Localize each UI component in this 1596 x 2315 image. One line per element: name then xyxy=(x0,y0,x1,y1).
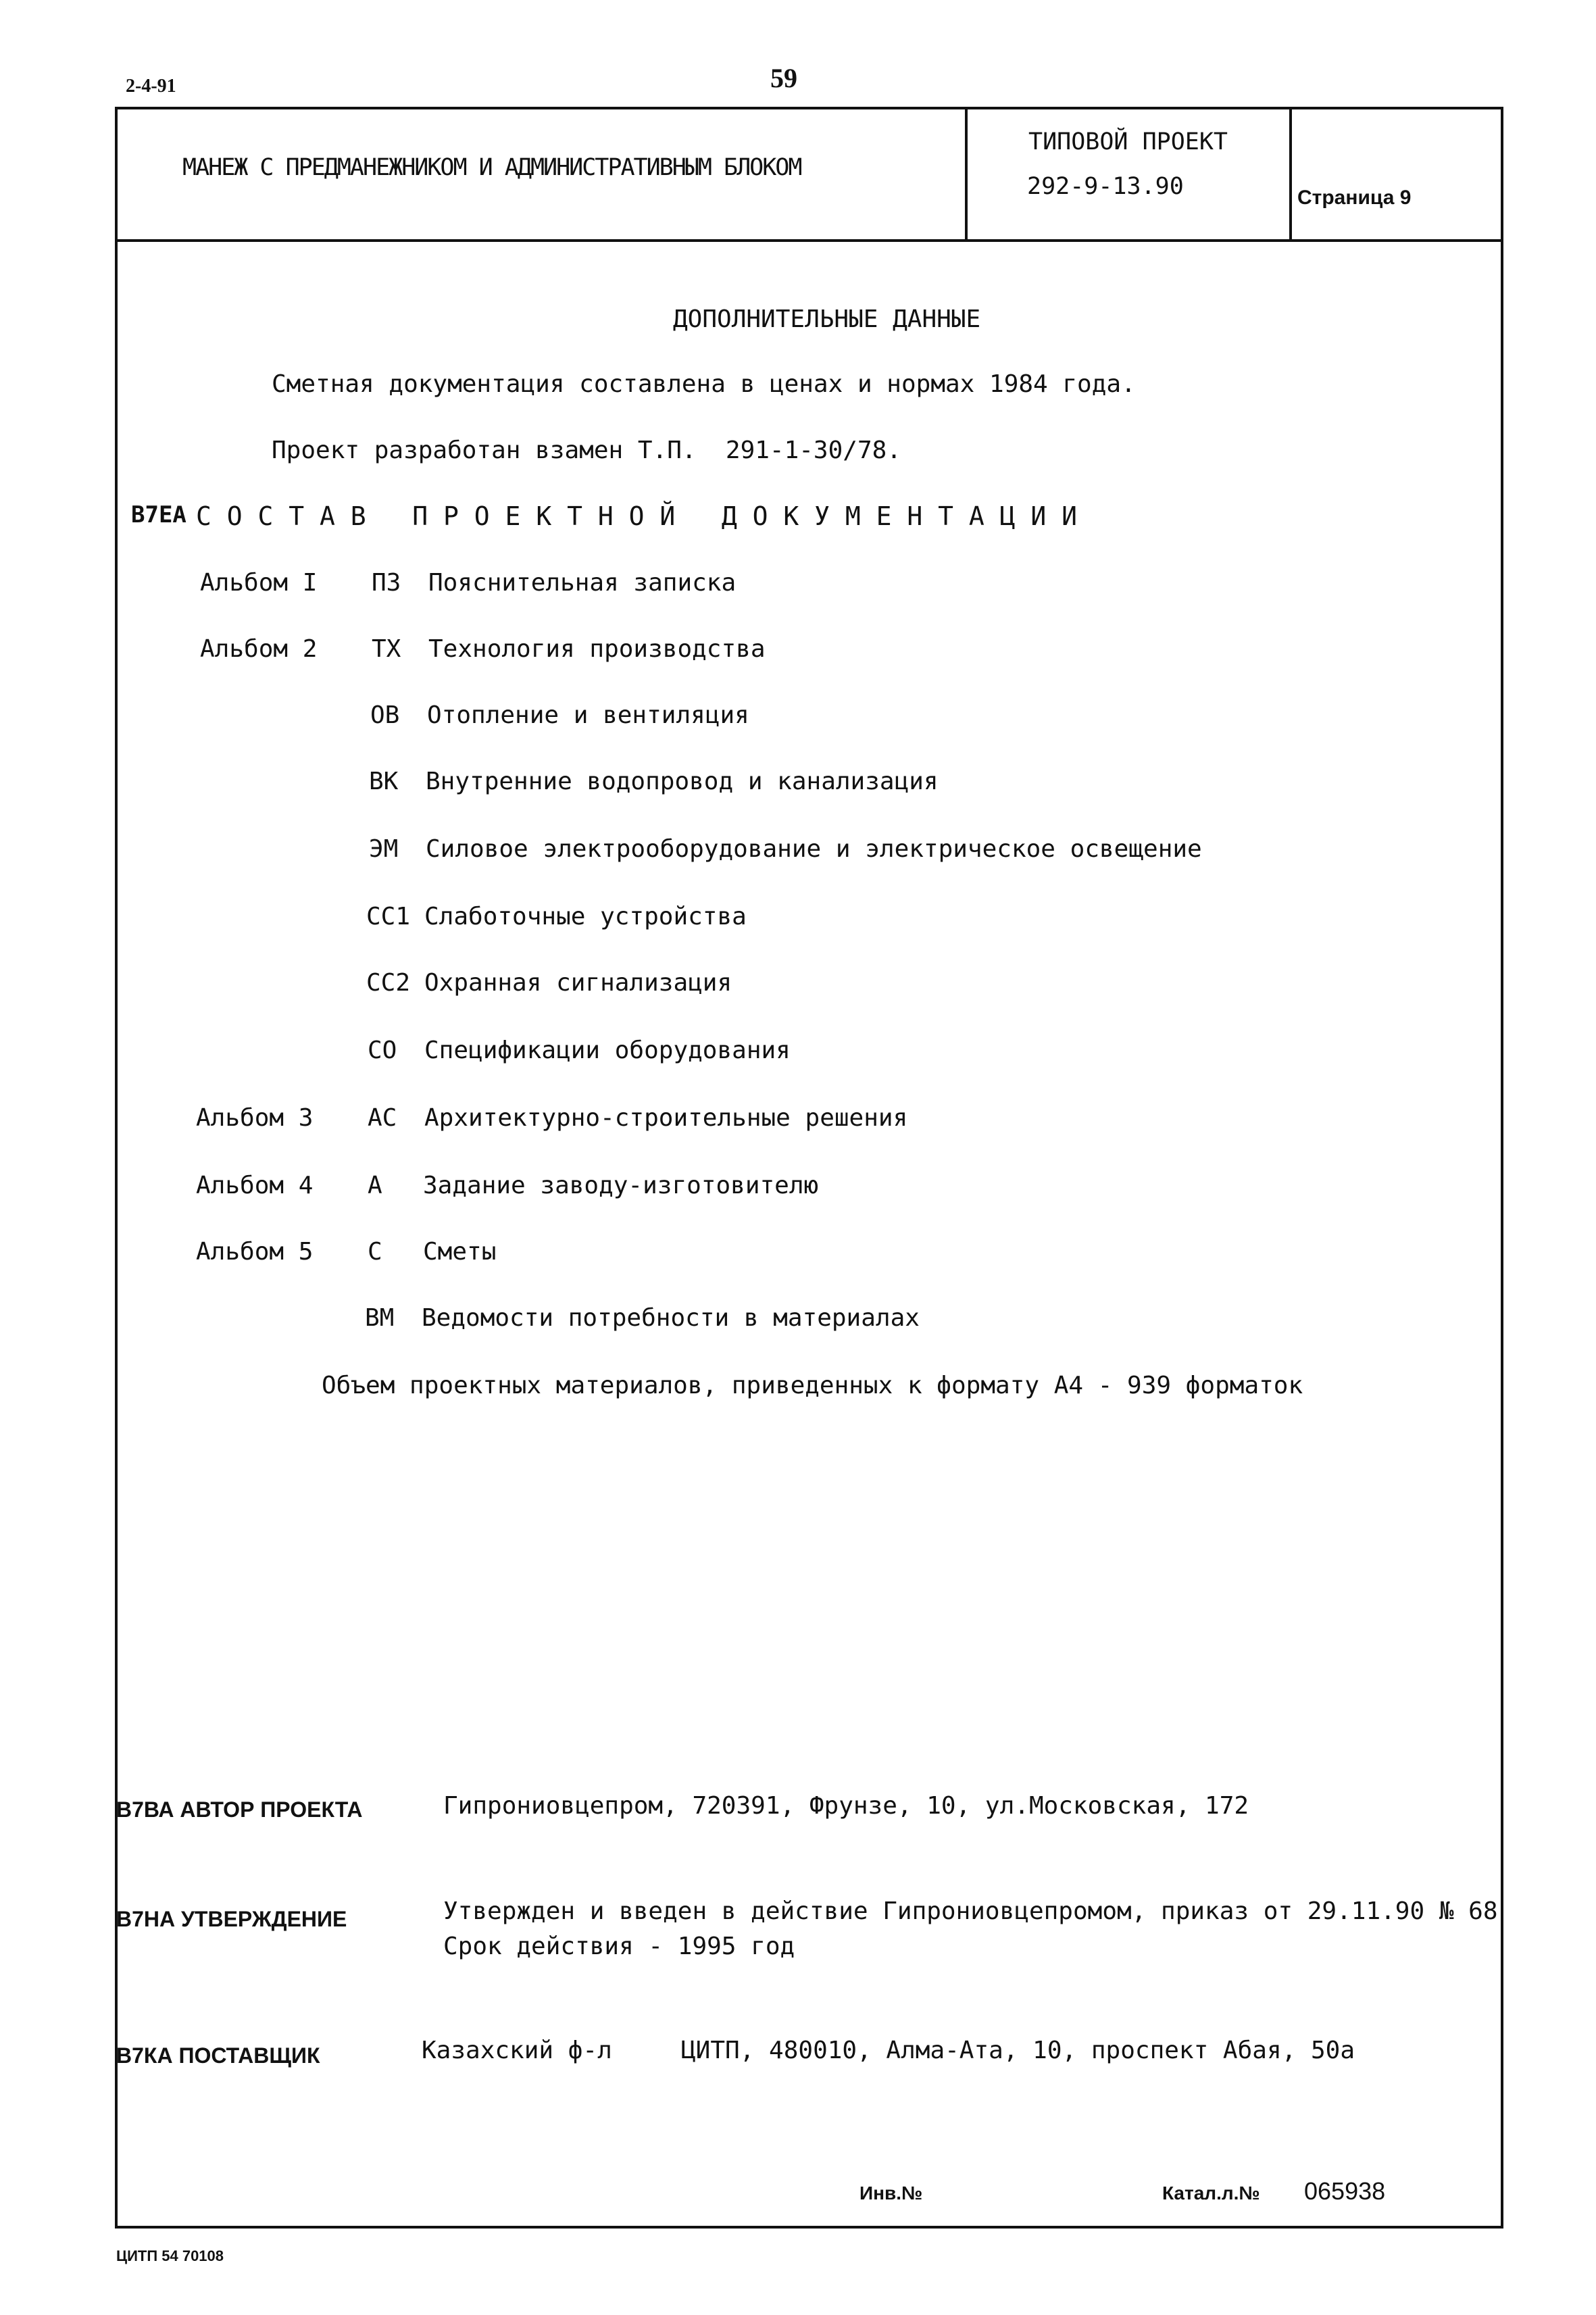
section-code: С xyxy=(368,1238,382,1266)
section-code: ЭМ xyxy=(369,835,399,863)
page-number: 59 xyxy=(770,63,797,93)
section-code: ОВ xyxy=(370,701,400,729)
section-code: ТХ xyxy=(372,635,401,663)
section-description: Ведомости потребности в материалах xyxy=(422,1304,920,1332)
page-label: Страница 9 xyxy=(1297,186,1412,209)
section-description: Охранная сигнализация xyxy=(424,969,732,997)
project-type-label: ТИПОВОЙ ПРОЕКТ xyxy=(1028,128,1228,155)
catalog-number: 065938 xyxy=(1304,2177,1386,2205)
section-code: А xyxy=(368,1172,382,1199)
supplier-branch: Казахский ф-л xyxy=(422,2037,612,2064)
section-description: Внутренние водопровод и канализация xyxy=(426,768,939,795)
author-label: В7ВА АВТОР ПРОЕКТА xyxy=(116,1797,363,1822)
print-mark: ЦИТП 54 70108 xyxy=(116,2247,224,2264)
section-title: ДОПОЛНИТЕЛЬНЫЕ ДАННЫЕ xyxy=(673,305,981,333)
section-description: Задание заводу-изготовителю xyxy=(423,1172,819,1199)
album-label: Альбом 3 xyxy=(196,1104,314,1132)
author-value: Гипрониовцепром, 720391, Фрунзе, 10, ул.Московская, 172 xyxy=(443,1792,1249,1820)
section-description: Сметы xyxy=(423,1238,497,1266)
composition-code: В7ЕА xyxy=(131,501,186,528)
section-description: Спецификации оборудования xyxy=(424,1037,791,1064)
project-number: 292-9-13.90 xyxy=(1027,173,1184,200)
section-code: СО xyxy=(368,1037,397,1064)
section-description: Технология производства xyxy=(428,635,766,663)
album-label: Альбом 5 xyxy=(196,1238,314,1266)
supplier-address: ЦИТП, 480010, Алма-Ата, 10, проспект Абая, 50а xyxy=(681,2037,1355,2064)
section-code: СС1 xyxy=(366,903,411,930)
document-code: 2-4-91 xyxy=(126,76,176,97)
inventory-label: Инв.№ xyxy=(859,2183,923,2204)
title-block-divider xyxy=(1289,107,1292,242)
section-description: Архитектурно-строительные решения xyxy=(424,1104,908,1132)
approval-label: В7НА УТВЕРЖДЕНИЕ xyxy=(116,1907,347,1931)
section-code: ПЗ xyxy=(372,569,401,597)
album-label: Альбом 2 xyxy=(200,635,318,663)
section-code: АС xyxy=(368,1104,397,1132)
section-description: Силовое электрооборудование и электрическое освещение xyxy=(426,835,1202,863)
section-description: Отопление и вентиляция xyxy=(427,701,749,729)
title-block-divider xyxy=(965,107,968,242)
section-description: Слаботочные устройства xyxy=(424,903,747,930)
album-label: Альбом I xyxy=(200,569,318,597)
composition-title: С О С Т А В П Р О Е К Т Н О Й Д О К У М Е Н Т А Ц И И xyxy=(196,501,1078,531)
section-code: ВК xyxy=(369,768,399,795)
section-code: ВМ xyxy=(365,1304,395,1332)
album-label: Альбом 4 xyxy=(196,1172,314,1199)
section-code: СС2 xyxy=(366,969,411,997)
line-replaces: Проект разработан взамен Т.П. 291-1-30/78. xyxy=(272,437,901,464)
catalog-label: Катал.л.№ xyxy=(1162,2183,1260,2204)
object-title: МАНЕЖ С ПРЕДМАНЕЖНИКОМ И АДМИНИСТРАТИВНЫМ БЛОКОМ xyxy=(182,154,801,181)
line-prices: Сметная документация составлена в ценах и нормах 1984 года. xyxy=(272,370,1136,398)
approval-value: Утвержден и введен в действие Гипрониовцепромом, приказ от 29.11.90 № 68 xyxy=(443,1897,1498,1925)
approval-term: Срок действия - 1995 год xyxy=(443,1933,795,1960)
section-description: Пояснительная записка xyxy=(428,569,737,597)
supplier-label: В7КА ПОСТАВЩИК xyxy=(116,2043,320,2068)
volume-line: Объем проектных материалов, приведенных к формату А4 - 939 форматок xyxy=(322,1372,1303,1399)
